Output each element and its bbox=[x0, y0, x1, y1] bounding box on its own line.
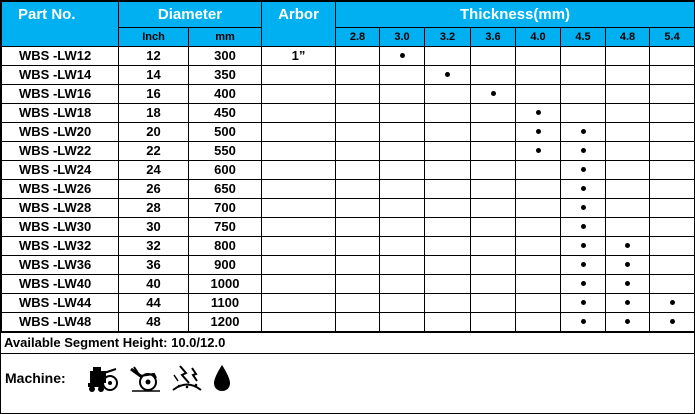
inch-cell: 18 bbox=[119, 104, 189, 123]
thickness-cell bbox=[380, 180, 425, 199]
spec-table-body bbox=[2, 47, 695, 332]
inch-cell: 32 bbox=[119, 237, 189, 256]
thickness-cell bbox=[380, 275, 425, 294]
mm-cell: 800 bbox=[189, 237, 262, 256]
arbor-cell bbox=[262, 313, 336, 332]
thickness-cell bbox=[336, 104, 380, 123]
availability-dot bbox=[491, 91, 496, 96]
inch-cell: 36 bbox=[119, 256, 189, 275]
thickness-cell bbox=[425, 275, 471, 294]
thickness-cell bbox=[471, 313, 516, 332]
header-row-main bbox=[2, 2, 695, 28]
part-number-cell: WBS -LW16 bbox=[2, 85, 119, 104]
table-row bbox=[2, 85, 695, 104]
inch-cell: 40 bbox=[119, 275, 189, 294]
availability-dot bbox=[625, 281, 630, 286]
col-header-thickness-4-8: 4.8 bbox=[606, 28, 650, 47]
thickness-cell bbox=[606, 85, 650, 104]
availability-dot bbox=[625, 262, 630, 267]
availability-dot bbox=[581, 186, 586, 191]
thickness-cell bbox=[561, 199, 606, 218]
thickness-cell bbox=[471, 180, 516, 199]
availability-dot bbox=[581, 319, 586, 324]
col-header-inch: Inch bbox=[119, 28, 189, 47]
thickness-cell bbox=[336, 142, 380, 161]
thickness-cell bbox=[561, 218, 606, 237]
availability-dot bbox=[625, 300, 630, 305]
table-row bbox=[2, 47, 695, 66]
thickness-cell bbox=[336, 313, 380, 332]
table-row bbox=[2, 123, 695, 142]
thickness-cell bbox=[471, 66, 516, 85]
thickness-cell bbox=[561, 104, 606, 123]
col-header-diameter: Diameter bbox=[119, 2, 262, 28]
availability-dot bbox=[581, 243, 586, 248]
thickness-cell bbox=[471, 123, 516, 142]
thickness-cell bbox=[425, 237, 471, 256]
part-number-cell: WBS -LW32 bbox=[2, 237, 119, 256]
thickness-cell bbox=[516, 66, 561, 85]
thickness-cell bbox=[471, 142, 516, 161]
arbor-cell bbox=[262, 275, 336, 294]
arbor-cell bbox=[262, 294, 336, 313]
inch-cell: 12 bbox=[119, 47, 189, 66]
part-number-cell: WBS -LW48 bbox=[2, 313, 119, 332]
mm-cell: 350 bbox=[189, 66, 262, 85]
arbor-cell bbox=[262, 237, 336, 256]
arbor-cell: 1” bbox=[262, 47, 336, 66]
availability-dot bbox=[581, 148, 586, 153]
thickness-cell bbox=[425, 66, 471, 85]
thickness-cell bbox=[336, 275, 380, 294]
machine-row bbox=[1, 354, 694, 402]
mm-cell: 1200 bbox=[189, 313, 262, 332]
thickness-cell bbox=[561, 123, 606, 142]
part-number-cell: WBS -LW14 bbox=[2, 66, 119, 85]
availability-dot bbox=[581, 262, 586, 267]
arbor-cell bbox=[262, 161, 336, 180]
thickness-cell bbox=[650, 161, 695, 180]
mm-cell: 450 bbox=[189, 104, 262, 123]
wet-cutting-icon bbox=[170, 363, 204, 393]
part-number-cell: WBS -LW30 bbox=[2, 218, 119, 237]
thickness-cell bbox=[425, 142, 471, 161]
thickness-cell bbox=[336, 180, 380, 199]
thickness-cell bbox=[380, 161, 425, 180]
thickness-cell bbox=[425, 85, 471, 104]
thickness-cell bbox=[425, 199, 471, 218]
thickness-cell bbox=[606, 275, 650, 294]
table-row bbox=[2, 275, 695, 294]
thickness-cell bbox=[650, 47, 695, 66]
thickness-cell bbox=[336, 199, 380, 218]
thickness-cell bbox=[336, 66, 380, 85]
thickness-cell bbox=[561, 85, 606, 104]
thickness-cell bbox=[425, 161, 471, 180]
availability-dot bbox=[581, 129, 586, 134]
thickness-cell bbox=[650, 142, 695, 161]
thickness-cell bbox=[471, 218, 516, 237]
availability-dot bbox=[536, 129, 541, 134]
thickness-cell bbox=[380, 218, 425, 237]
thickness-cell bbox=[516, 180, 561, 199]
wall-saw-machine-icon bbox=[86, 363, 120, 393]
thickness-cell bbox=[606, 256, 650, 275]
col-header-part-no: Part No. bbox=[2, 2, 119, 47]
arbor-cell bbox=[262, 180, 336, 199]
thickness-cell bbox=[380, 142, 425, 161]
col-header-thickness-4-5: 4.5 bbox=[561, 28, 606, 47]
col-header-arbor: Arbor bbox=[262, 2, 336, 47]
mm-cell: 750 bbox=[189, 218, 262, 237]
thickness-cell bbox=[650, 104, 695, 123]
thickness-cell bbox=[561, 275, 606, 294]
thickness-cell bbox=[650, 256, 695, 275]
thickness-cell bbox=[336, 256, 380, 275]
water-drop-icon bbox=[212, 363, 232, 393]
inch-cell: 48 bbox=[119, 313, 189, 332]
table-row bbox=[2, 199, 695, 218]
thickness-cell bbox=[516, 123, 561, 142]
thickness-cell bbox=[516, 294, 561, 313]
col-header-thickness-5-4: 5.4 bbox=[650, 28, 695, 47]
thickness-cell bbox=[516, 237, 561, 256]
arbor-cell bbox=[262, 85, 336, 104]
thickness-cell bbox=[380, 47, 425, 66]
table-row bbox=[2, 66, 695, 85]
thickness-cell bbox=[336, 237, 380, 256]
availability-dot bbox=[400, 53, 405, 58]
thickness-cell bbox=[471, 256, 516, 275]
thickness-cell bbox=[650, 313, 695, 332]
thickness-cell bbox=[561, 294, 606, 313]
mm-cell: 400 bbox=[189, 85, 262, 104]
part-number-cell: WBS -LW36 bbox=[2, 256, 119, 275]
thickness-cell bbox=[425, 313, 471, 332]
thickness-cell bbox=[380, 313, 425, 332]
thickness-cell bbox=[606, 180, 650, 199]
table-row bbox=[2, 142, 695, 161]
availability-dot bbox=[581, 205, 586, 210]
mm-cell: 1100 bbox=[189, 294, 262, 313]
thickness-cell bbox=[516, 142, 561, 161]
mm-cell: 300 bbox=[189, 47, 262, 66]
table-row bbox=[2, 180, 695, 199]
inch-cell: 20 bbox=[119, 123, 189, 142]
thickness-cell bbox=[650, 218, 695, 237]
arbor-cell bbox=[262, 199, 336, 218]
availability-dot bbox=[445, 72, 450, 77]
machine-label: Machine: bbox=[5, 370, 66, 386]
table-row bbox=[2, 294, 695, 313]
thickness-cell bbox=[516, 104, 561, 123]
availability-dot bbox=[670, 300, 675, 305]
inch-cell: 24 bbox=[119, 161, 189, 180]
thickness-cell bbox=[561, 180, 606, 199]
thickness-cell bbox=[606, 104, 650, 123]
thickness-cell bbox=[380, 85, 425, 104]
part-number-cell: WBS -LW20 bbox=[2, 123, 119, 142]
thickness-cell bbox=[471, 199, 516, 218]
arbor-cell bbox=[262, 123, 336, 142]
col-header-mm: mm bbox=[189, 28, 262, 47]
thickness-cell bbox=[561, 313, 606, 332]
thickness-cell bbox=[336, 123, 380, 142]
thickness-cell bbox=[425, 218, 471, 237]
thickness-cell bbox=[516, 313, 561, 332]
thickness-cell bbox=[606, 218, 650, 237]
availability-dot bbox=[581, 167, 586, 172]
mm-cell: 550 bbox=[189, 142, 262, 161]
thickness-cell bbox=[561, 66, 606, 85]
part-number-cell: WBS -LW18 bbox=[2, 104, 119, 123]
thickness-cell bbox=[516, 275, 561, 294]
thickness-cell bbox=[425, 294, 471, 313]
thickness-cell bbox=[561, 161, 606, 180]
thickness-cell bbox=[606, 294, 650, 313]
availability-dot bbox=[536, 110, 541, 115]
thickness-cell bbox=[561, 47, 606, 66]
availability-dot bbox=[581, 224, 586, 229]
machine-icons bbox=[86, 363, 232, 393]
mm-cell: 700 bbox=[189, 199, 262, 218]
thickness-cell bbox=[336, 85, 380, 104]
thickness-cell bbox=[650, 237, 695, 256]
thickness-cell bbox=[650, 294, 695, 313]
thickness-cell bbox=[606, 199, 650, 218]
arbor-cell bbox=[262, 104, 336, 123]
col-header-thickness-3-0: 3.0 bbox=[380, 28, 425, 47]
arbor-cell bbox=[262, 256, 336, 275]
col-header-thickness: Thickness(mm) bbox=[336, 2, 695, 28]
part-number-cell: WBS -LW26 bbox=[2, 180, 119, 199]
part-number-cell: WBS -LW28 bbox=[2, 199, 119, 218]
thickness-cell bbox=[380, 256, 425, 275]
thickness-cell bbox=[336, 218, 380, 237]
mm-cell: 900 bbox=[189, 256, 262, 275]
availability-dot bbox=[536, 148, 541, 153]
thickness-cell bbox=[380, 237, 425, 256]
thickness-cell bbox=[650, 275, 695, 294]
table-row bbox=[2, 256, 695, 275]
thickness-cell bbox=[336, 161, 380, 180]
thickness-cell bbox=[380, 66, 425, 85]
thickness-cell bbox=[516, 47, 561, 66]
thickness-cell bbox=[380, 123, 425, 142]
spec-table bbox=[1, 1, 695, 332]
thickness-cell bbox=[606, 66, 650, 85]
thickness-cell bbox=[516, 85, 561, 104]
availability-dot bbox=[670, 319, 675, 324]
table-row bbox=[2, 313, 695, 332]
thickness-cell bbox=[425, 123, 471, 142]
thickness-cell bbox=[606, 161, 650, 180]
thickness-cell bbox=[336, 47, 380, 66]
col-header-thickness-3-2: 3.2 bbox=[425, 28, 471, 47]
inch-cell: 22 bbox=[119, 142, 189, 161]
mm-cell: 650 bbox=[189, 180, 262, 199]
thickness-cell bbox=[336, 294, 380, 313]
mm-cell: 500 bbox=[189, 123, 262, 142]
part-number-cell: WBS -LW12 bbox=[2, 47, 119, 66]
part-number-cell: WBS -LW40 bbox=[2, 275, 119, 294]
arbor-cell bbox=[262, 218, 336, 237]
thickness-cell bbox=[650, 85, 695, 104]
thickness-cell bbox=[606, 313, 650, 332]
thickness-cell bbox=[650, 180, 695, 199]
thickness-cell bbox=[650, 123, 695, 142]
table-row bbox=[2, 161, 695, 180]
inch-cell: 28 bbox=[119, 199, 189, 218]
thickness-cell bbox=[516, 161, 561, 180]
availability-dot bbox=[581, 281, 586, 286]
thickness-cell bbox=[606, 237, 650, 256]
thickness-cell bbox=[471, 85, 516, 104]
part-number-cell: WBS -LW24 bbox=[2, 161, 119, 180]
thickness-cell bbox=[606, 123, 650, 142]
thickness-cell bbox=[650, 199, 695, 218]
col-header-thickness-2-8: 2.8 bbox=[336, 28, 380, 47]
thickness-cell bbox=[561, 237, 606, 256]
arbor-cell bbox=[262, 142, 336, 161]
thickness-cell bbox=[561, 256, 606, 275]
thickness-cell bbox=[561, 142, 606, 161]
thickness-cell bbox=[380, 104, 425, 123]
mm-cell: 600 bbox=[189, 161, 262, 180]
segment-height-note: Available Segment Height: 10.0/12.0 bbox=[1, 332, 694, 354]
thickness-cell bbox=[471, 104, 516, 123]
thickness-cell bbox=[425, 256, 471, 275]
hand-saw-icon bbox=[128, 363, 162, 393]
table-row bbox=[2, 218, 695, 237]
inch-cell: 14 bbox=[119, 66, 189, 85]
thickness-cell bbox=[380, 294, 425, 313]
thickness-cell bbox=[380, 199, 425, 218]
thickness-cell bbox=[471, 275, 516, 294]
col-header-thickness-4-0: 4.0 bbox=[516, 28, 561, 47]
thickness-cell bbox=[425, 180, 471, 199]
table-row bbox=[2, 237, 695, 256]
availability-dot bbox=[625, 319, 630, 324]
availability-dot bbox=[625, 243, 630, 248]
thickness-cell bbox=[425, 104, 471, 123]
part-number-cell: WBS -LW22 bbox=[2, 142, 119, 161]
thickness-cell bbox=[471, 47, 516, 66]
table-row bbox=[2, 104, 695, 123]
inch-cell: 16 bbox=[119, 85, 189, 104]
inch-cell: 30 bbox=[119, 218, 189, 237]
arbor-cell bbox=[262, 66, 336, 85]
thickness-cell bbox=[471, 294, 516, 313]
thickness-cell bbox=[606, 142, 650, 161]
thickness-cell bbox=[650, 66, 695, 85]
col-header-thickness-3-6: 3.6 bbox=[471, 28, 516, 47]
thickness-cell bbox=[471, 161, 516, 180]
thickness-cell bbox=[516, 199, 561, 218]
thickness-cell bbox=[516, 218, 561, 237]
thickness-cell bbox=[471, 237, 516, 256]
thickness-cell bbox=[606, 47, 650, 66]
part-number-cell: WBS -LW44 bbox=[2, 294, 119, 313]
availability-dot bbox=[581, 300, 586, 305]
inch-cell: 26 bbox=[119, 180, 189, 199]
thickness-cell bbox=[425, 47, 471, 66]
inch-cell: 44 bbox=[119, 294, 189, 313]
thickness-cell bbox=[516, 256, 561, 275]
mm-cell: 1000 bbox=[189, 275, 262, 294]
